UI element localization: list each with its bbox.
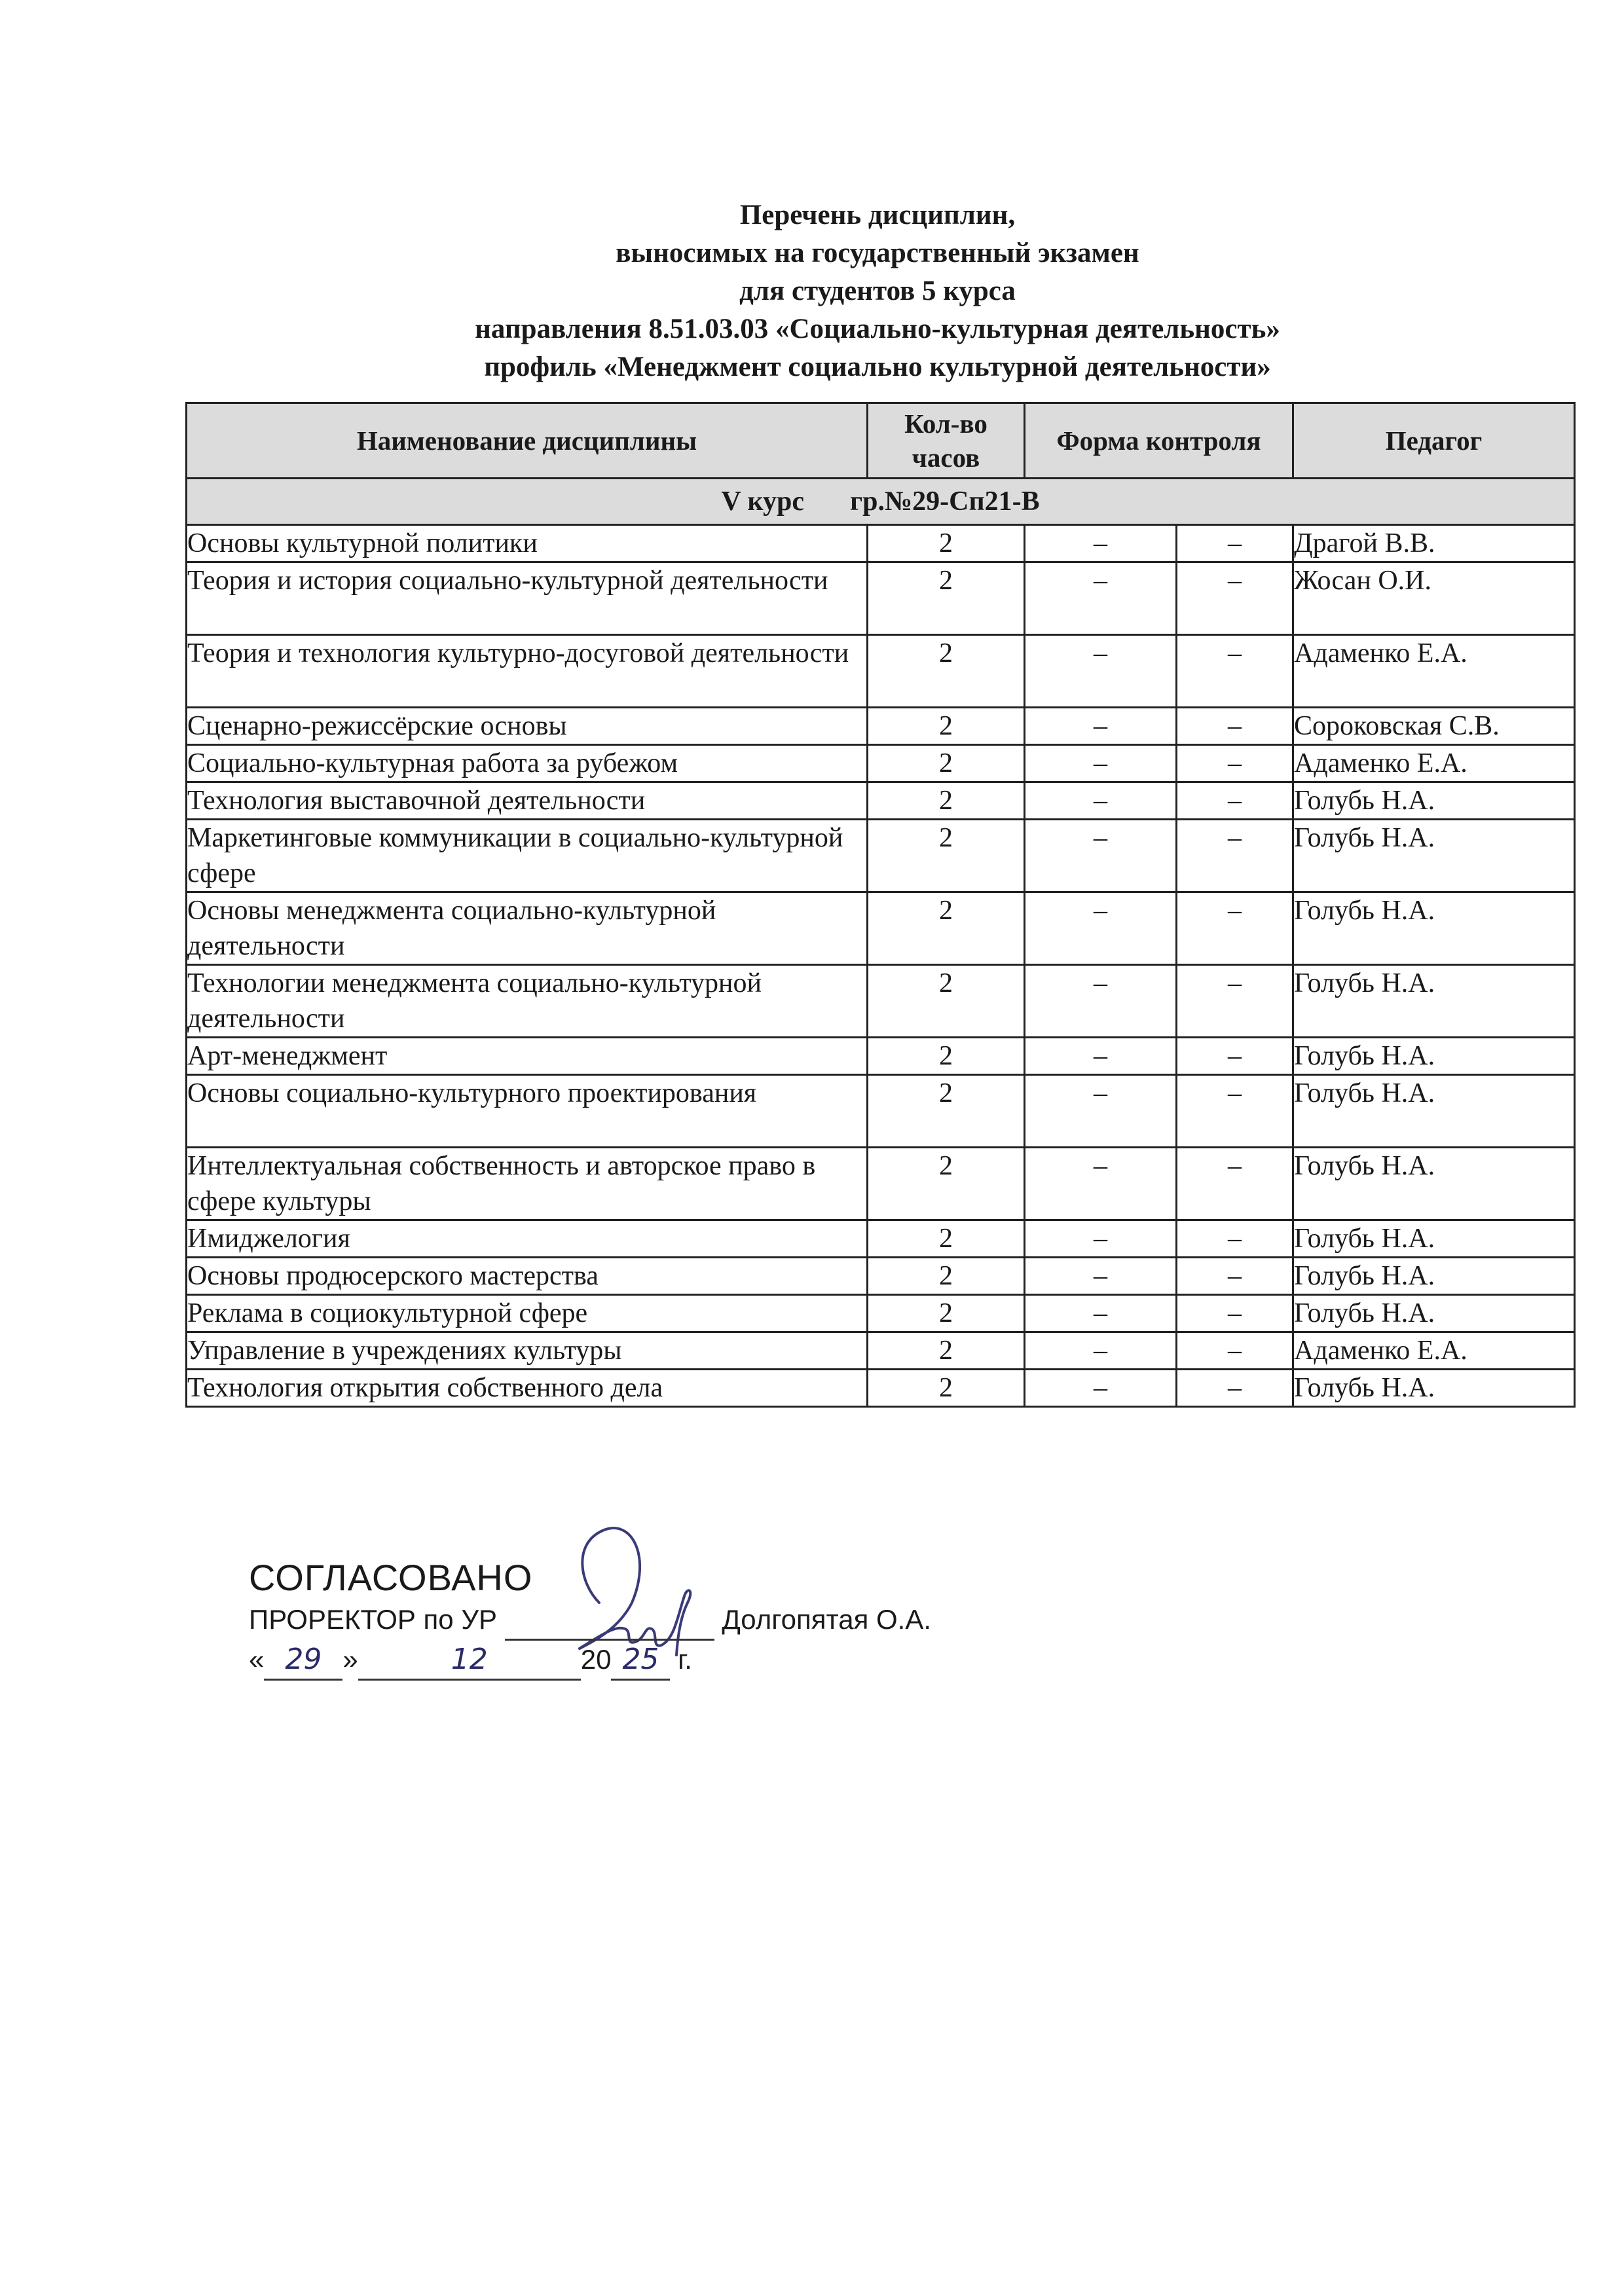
hours-value: 2 bbox=[868, 1295, 1025, 1332]
table-row bbox=[187, 965, 1575, 1038]
table-row bbox=[187, 782, 1575, 820]
control-form-2: – bbox=[1177, 1148, 1293, 1220]
control-form-2: – bbox=[1177, 1220, 1293, 1258]
control-form-1: – bbox=[1025, 820, 1177, 892]
control-form-1: – bbox=[1025, 1370, 1177, 1407]
discipline-name: Технологии менеджмента социально-культурной деятельности bbox=[187, 965, 868, 1038]
control-form-1: – bbox=[1025, 965, 1177, 1038]
control-form-2: – bbox=[1177, 1258, 1293, 1295]
table-row bbox=[187, 562, 1575, 635]
teacher-name: Голубь Н.А. bbox=[1293, 1220, 1575, 1258]
discipline-name: Социально-культурная работа за рубежом bbox=[187, 745, 868, 782]
agreed-label: СОГЛАСОВАНО bbox=[249, 1557, 533, 1598]
control-form-1: – bbox=[1025, 525, 1177, 562]
teacher-name: Драгой В.В. bbox=[1293, 525, 1575, 562]
control-form-2: – bbox=[1177, 562, 1293, 635]
table-row bbox=[187, 1332, 1575, 1370]
control-form-2: – bbox=[1177, 745, 1293, 782]
discipline-name: Сценарно-режиссёрские основы bbox=[187, 708, 868, 745]
teacher-name: Адаменко Е.А. bbox=[1293, 635, 1575, 708]
quote-open: « bbox=[249, 1644, 265, 1675]
person-name: Долгопятая О.А. bbox=[722, 1604, 932, 1635]
hours-value: 2 bbox=[868, 1258, 1025, 1295]
group-label: гр.№29-Сп21-В bbox=[850, 486, 1040, 517]
teacher-name: Голубь Н.А. bbox=[1293, 1370, 1575, 1407]
control-form-2: – bbox=[1177, 708, 1293, 745]
discipline-name: Теория и история социально-культурной деятельности bbox=[187, 562, 868, 635]
control-form-2: – bbox=[1177, 1075, 1293, 1148]
teacher-name: Голубь Н.А. bbox=[1293, 892, 1575, 965]
control-form-1: – bbox=[1025, 562, 1177, 635]
title-line-1: Перечень дисциплин, bbox=[739, 200, 1016, 230]
table-row bbox=[187, 1220, 1575, 1258]
table-row bbox=[187, 745, 1575, 782]
table-row bbox=[187, 1148, 1575, 1220]
control-form-1: – bbox=[1025, 745, 1177, 782]
table-row bbox=[187, 525, 1575, 562]
table-row bbox=[187, 635, 1575, 708]
control-form-1: – bbox=[1025, 1220, 1177, 1258]
teacher-name: Голубь Н.А. bbox=[1293, 1295, 1575, 1332]
col-header-name: Наименование дисциплины bbox=[187, 403, 868, 479]
hours-value: 2 bbox=[868, 1075, 1025, 1148]
control-form-1: – bbox=[1025, 782, 1177, 820]
disciplines-table bbox=[185, 402, 1576, 1408]
discipline-name: Основы культурной политики bbox=[187, 525, 868, 562]
date-month: 12 bbox=[358, 1641, 581, 1681]
signature-line bbox=[505, 1601, 714, 1641]
control-form-1: – bbox=[1025, 1075, 1177, 1148]
hours-value: 2 bbox=[868, 1038, 1025, 1075]
control-form-2: – bbox=[1177, 1332, 1293, 1370]
teacher-name: Адаменко Е.А. bbox=[1293, 745, 1575, 782]
discipline-name: Маркетинговые коммуникации в социально-культурной сфере bbox=[187, 820, 868, 892]
teacher-name: Адаменко Е.А. bbox=[1293, 1332, 1575, 1370]
discipline-name: Технология выставочной деятельности bbox=[187, 782, 868, 820]
date-year: 25 bbox=[611, 1641, 670, 1681]
teacher-name: Голубь Н.А. bbox=[1293, 1075, 1575, 1148]
hours-value: 2 bbox=[868, 1220, 1025, 1258]
teacher-name: Сороковская С.В. bbox=[1293, 708, 1575, 745]
table-row bbox=[187, 708, 1575, 745]
table-row bbox=[187, 1258, 1575, 1295]
date-day: 29 bbox=[264, 1641, 342, 1681]
discipline-name: Реклама в социокультурной сфере bbox=[187, 1295, 868, 1332]
control-form-1: – bbox=[1025, 1295, 1177, 1332]
control-form-1: – bbox=[1025, 1148, 1177, 1220]
control-form-1: – bbox=[1025, 892, 1177, 965]
control-form-1: – bbox=[1025, 1332, 1177, 1370]
teacher-name: Голубь Н.А. bbox=[1293, 820, 1575, 892]
table-row bbox=[187, 1075, 1575, 1148]
control-form-2: – bbox=[1177, 1295, 1293, 1332]
control-form-2: – bbox=[1177, 782, 1293, 820]
control-form-2: – bbox=[1177, 525, 1293, 562]
year-prefix: 20 bbox=[580, 1644, 612, 1675]
year-mark: г. bbox=[678, 1644, 692, 1675]
control-form-2: – bbox=[1177, 1370, 1293, 1407]
table-row bbox=[187, 1295, 1575, 1332]
position-label: ПРОРЕКТОР по УР bbox=[249, 1604, 498, 1635]
hours-value: 2 bbox=[868, 562, 1025, 635]
date-line bbox=[249, 1641, 931, 1681]
col-header-hours: Кол-во часов bbox=[868, 403, 1025, 479]
control-form-1: – bbox=[1025, 1258, 1177, 1295]
teacher-name: Голубь Н.А. bbox=[1293, 1038, 1575, 1075]
col-header-control: Форма контроля bbox=[1025, 403, 1293, 479]
teacher-name: Голубь Н.А. bbox=[1293, 1258, 1575, 1295]
document-title bbox=[0, 196, 1624, 386]
title-line-4: направления 8.51.03.03 «Социально-культурная деятельность» bbox=[475, 314, 1280, 344]
discipline-name: Теория и технология культурно-досуговой деятельности bbox=[187, 635, 868, 708]
control-form-2: – bbox=[1177, 965, 1293, 1038]
hours-value: 2 bbox=[868, 525, 1025, 562]
title-line-3: для студентов 5 курса bbox=[739, 276, 1016, 306]
control-form-2: – bbox=[1177, 635, 1293, 708]
hours-value: 2 bbox=[868, 1332, 1025, 1370]
table-row bbox=[187, 820, 1575, 892]
title-line-2: выносимых на государственный экзамен bbox=[616, 238, 1139, 268]
table-row bbox=[187, 1370, 1575, 1407]
course-row bbox=[187, 479, 1575, 525]
hours-value: 2 bbox=[868, 820, 1025, 892]
hours-value: 2 bbox=[868, 708, 1025, 745]
control-form-2: – bbox=[1177, 892, 1293, 965]
col-header-teacher: Педагог bbox=[1293, 403, 1575, 479]
teacher-name: Голубь Н.А. bbox=[1293, 1148, 1575, 1220]
prorector-line bbox=[249, 1601, 931, 1641]
control-form-1: – bbox=[1025, 1038, 1177, 1075]
table-row bbox=[187, 1038, 1575, 1075]
discipline-name: Интеллектуальная собственность и авторское право в сфере культуры bbox=[187, 1148, 868, 1220]
title-line-5: профиль «Менеджмент социально культурной деятельности» bbox=[484, 352, 1271, 382]
approval-block bbox=[249, 1555, 931, 1681]
control-form-1: – bbox=[1025, 635, 1177, 708]
course-label: V курс bbox=[721, 486, 805, 517]
teacher-name: Жосан О.И. bbox=[1293, 562, 1575, 635]
discipline-name: Технология открытия собственного дела bbox=[187, 1370, 868, 1407]
hours-value: 2 bbox=[868, 965, 1025, 1038]
control-form-2: – bbox=[1177, 1038, 1293, 1075]
quote-close: » bbox=[342, 1644, 358, 1675]
discipline-name: Основы социально-культурного проектирования bbox=[187, 1075, 868, 1148]
hours-value: 2 bbox=[868, 745, 1025, 782]
hours-value: 2 bbox=[868, 782, 1025, 820]
table-row bbox=[187, 892, 1575, 965]
discipline-name: Основы менеджмента социально-культурной деятельности bbox=[187, 892, 868, 965]
control-form-1: – bbox=[1025, 708, 1177, 745]
hours-value: 2 bbox=[868, 892, 1025, 965]
discipline-name: Основы продюсерского мастерства bbox=[187, 1258, 868, 1295]
teacher-name: Голубь Н.А. bbox=[1293, 965, 1575, 1038]
hours-value: 2 bbox=[868, 1370, 1025, 1407]
hours-value: 2 bbox=[868, 1148, 1025, 1220]
discipline-name: Управление в учреждениях культуры bbox=[187, 1332, 868, 1370]
hours-value: 2 bbox=[868, 635, 1025, 708]
teacher-name: Голубь Н.А. bbox=[1293, 782, 1575, 820]
control-form-2: – bbox=[1177, 820, 1293, 892]
discipline-name: Имиджелогия bbox=[187, 1220, 868, 1258]
discipline-name: Арт-менеджмент bbox=[187, 1038, 868, 1075]
